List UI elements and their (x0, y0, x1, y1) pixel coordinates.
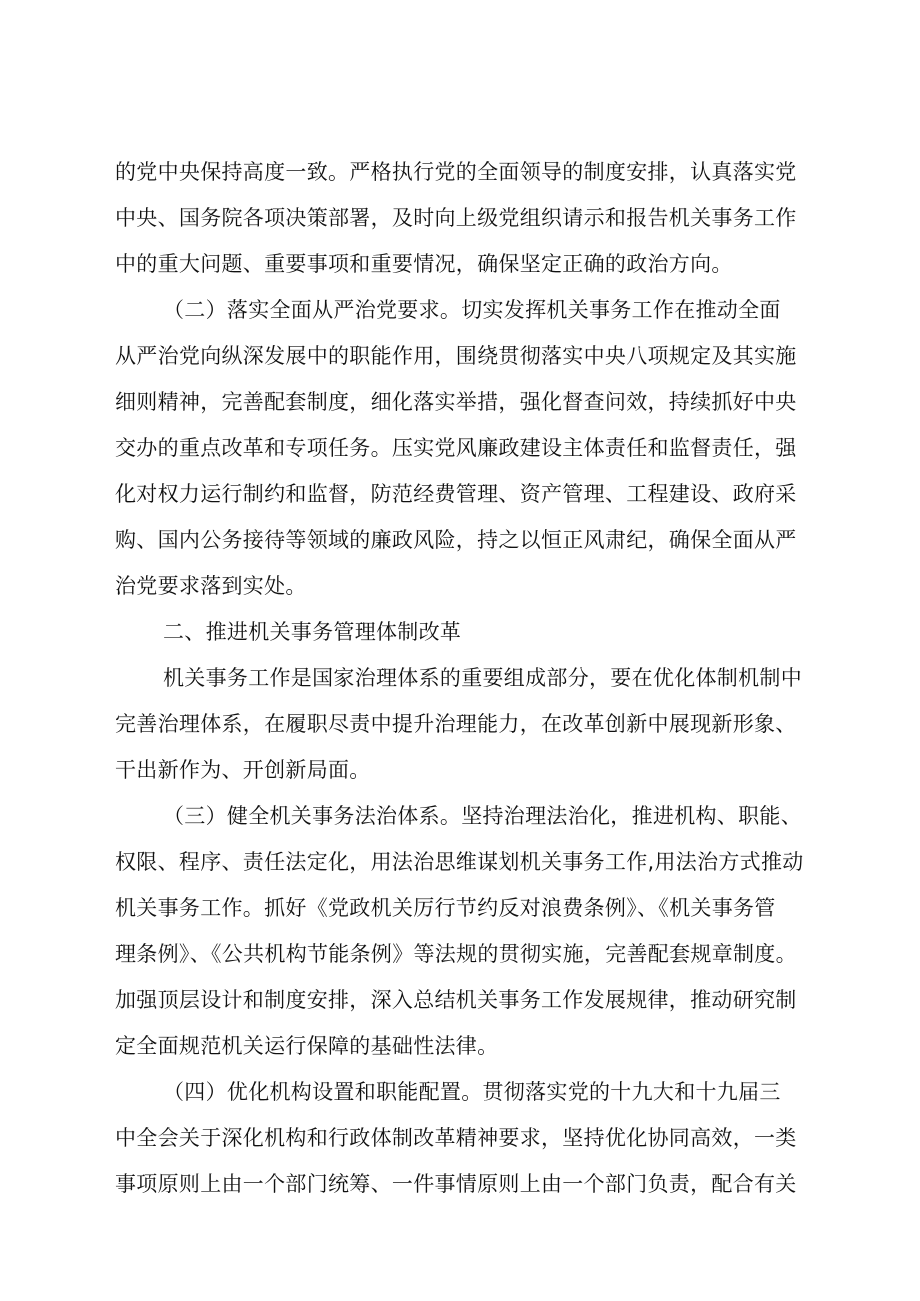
text-line: 完善治理体系，在履职尽责中提升治理能力，在改革创新中展现新形象、 (115, 712, 797, 736)
text-line: 机关事务工作是国家治理体系的重要组成部分，要在优化体制机制中 (163, 666, 802, 690)
text-line: 定全面规范机关运行保障的基础性法律。 (115, 1034, 499, 1058)
text-line: 权限、程序、责任法定化，用法治思维谋划机关事务工作,用法治方式推动 (115, 850, 804, 874)
text-line: 加强顶层设计和制度安排，深入总结机关事务工作发展规律，推动研究制 (115, 988, 797, 1012)
text-line: 购、国内公务接待等领域的廉政风险，持之以恒正风肃纪，确保全面从严 (115, 528, 797, 552)
text-line: 化对权力运行制约和监督，防范经费管理、资产管理、工程建设、政府采 (115, 482, 797, 506)
section-heading-3: （三）健全机关事务法治体系。坚持治理法治化，推进机构、职能、 (163, 804, 802, 828)
section-heading-4: （四）优化机构设置和职能配置。贯彻落实党的十九大和十九届三 (163, 1080, 781, 1104)
section-heading-2: （二）落实全面从严治党要求。切实发挥机关事务工作在推动全面 (163, 298, 781, 322)
text-line: 的党中央保持高度一致。严格执行党的全面领导的制度安排，认真落实党 (115, 160, 797, 184)
text-line: 中的重大问题、重要事项和重要情况，确保坚定正确的政治方向。 (115, 252, 733, 276)
text-line: 机关事务工作。抓好《党政机关厉行节约反对浪费条例》、《机关事务管 (115, 896, 776, 920)
text-line: 中全会关于深化机构和行政体制改革精神要求，坚持优化协同高效，一类 (115, 1126, 797, 1150)
text-line: 细则精神，完善配套制度，细化落实举措，强化督查问效，持续抓好中央 (115, 390, 797, 414)
text-line: 事项原则上由一个部门统筹、一件事情原则上由一个部门负责，配合有关 (115, 1172, 797, 1196)
text-line: 中央、国务院各项决策部署，及时向上级党组织请示和报告机关事务工作 (115, 206, 797, 230)
text-line: 治党要求落到实处。 (115, 574, 307, 598)
chapter-heading: 二、推进机关事务管理体制改革 (163, 620, 462, 644)
text-line: 干出新作为、开创新局面。 (115, 758, 371, 782)
text-line: 从严治党向纵深发展中的职能作用，围绕贯彻落实中央八项规定及其实施 (115, 344, 797, 368)
text-line: 理条例》、《公共机构节能条例》等法规的贯彻实施，完善配套规章制度。 (115, 942, 797, 966)
text-line: 交办的重点改革和专项任务。压实党风廉政建设主体责任和监督责任，强 (115, 436, 797, 460)
